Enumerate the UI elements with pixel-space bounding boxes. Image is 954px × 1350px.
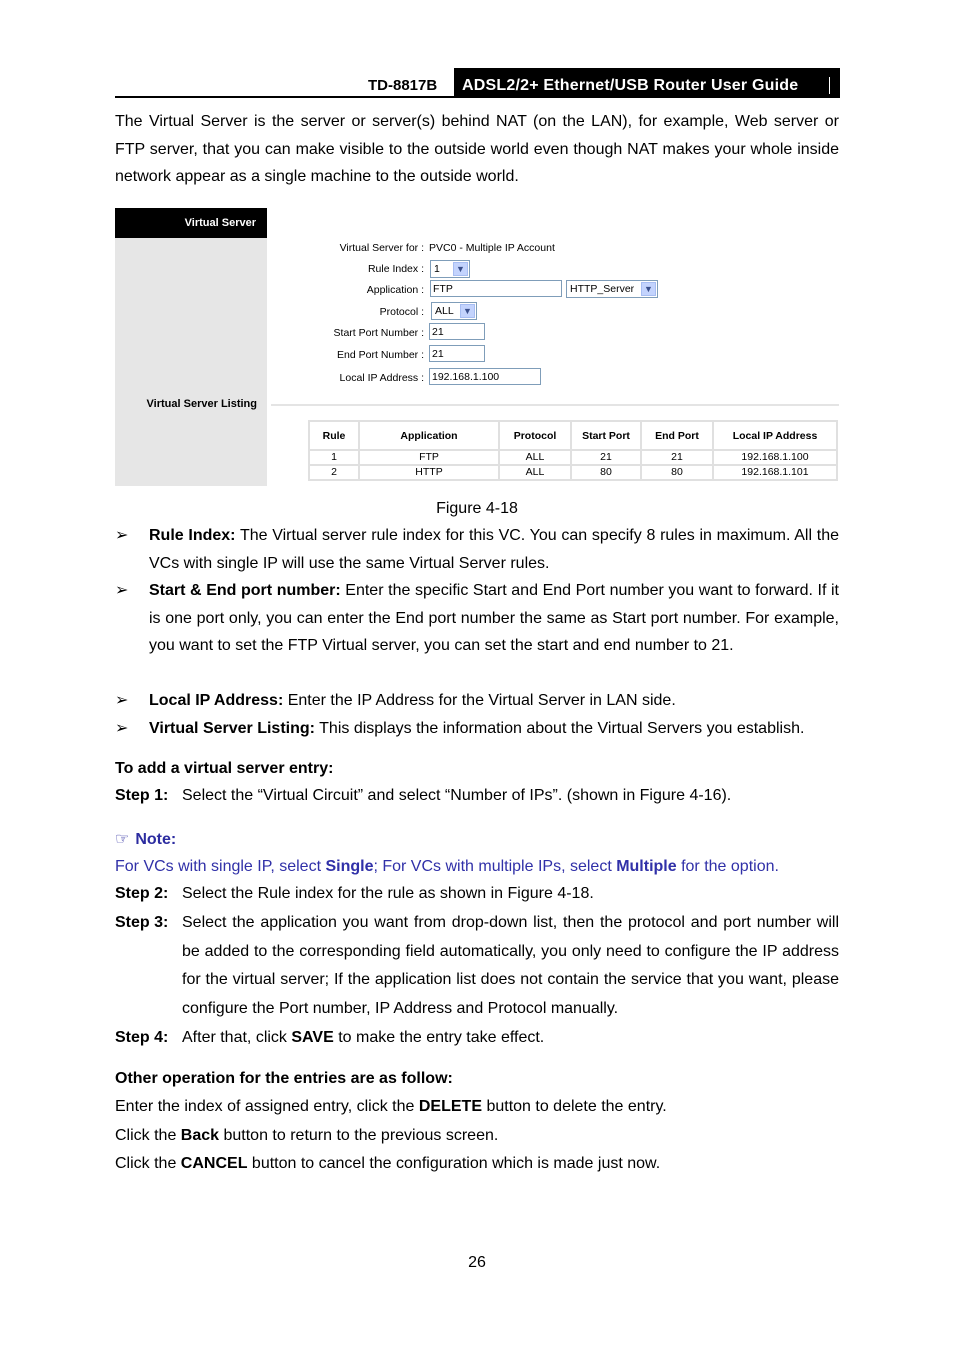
header-guide-title bbox=[454, 68, 840, 97]
step-label: Step 2: bbox=[115, 885, 169, 902]
local-ip-input[interactable]: 192.168.1.100 bbox=[429, 368, 541, 385]
figure-caption: Figure 4-18 bbox=[436, 500, 518, 517]
step-2 bbox=[115, 880, 839, 910]
bullet-arrow-icon: ➢ bbox=[115, 582, 129, 599]
application-select-value: HTTP_Server bbox=[570, 283, 635, 295]
chevron-down-icon: ▼ bbox=[460, 304, 475, 318]
end-port-label: End Port Number : bbox=[337, 349, 424, 361]
step-label: Step 4: bbox=[115, 1029, 169, 1046]
start-port-input[interactable]: 21 bbox=[429, 323, 485, 340]
protocol-value: ALL bbox=[435, 305, 454, 317]
rule-index-select[interactable] bbox=[430, 260, 470, 278]
protocol-label: Protocol : bbox=[379, 306, 424, 318]
col-local-ip: Local IP Address bbox=[713, 421, 837, 450]
col-end-port: End Port bbox=[641, 421, 713, 450]
bullet-local-ip bbox=[115, 687, 839, 715]
header-model: TD-8817B bbox=[368, 77, 438, 94]
listing-divider bbox=[271, 404, 839, 406]
header-divider bbox=[829, 77, 830, 94]
bullet-text: Rule Index: The Virtual server rule index for this VC. You can specify 8 rules in maximum. All the VCs with single IP will use the same Virtual Server rules. bbox=[149, 527, 840, 572]
bullet-port-number bbox=[115, 577, 839, 687]
application-input[interactable]: FTP bbox=[430, 280, 562, 297]
rule-index-value: 1 bbox=[434, 263, 440, 275]
bullet-arrow-icon: ➢ bbox=[115, 527, 129, 544]
cell-application: HTTP bbox=[359, 465, 499, 480]
vs-for-label: Virtual Server for : bbox=[339, 242, 424, 254]
table-row bbox=[309, 450, 837, 465]
cell-rule: 2 bbox=[309, 465, 359, 480]
op-back: Click the Back button to return to the previous screen. bbox=[115, 1127, 499, 1144]
header-rule bbox=[115, 96, 840, 98]
virtual-server-table bbox=[308, 420, 838, 481]
note-heading: ☞ Note: bbox=[115, 831, 177, 848]
step-text: After that, click SAVE to make the entry take effect. bbox=[182, 1029, 545, 1046]
cell-start-port: 21 bbox=[571, 450, 641, 465]
col-rule: Rule bbox=[309, 421, 359, 450]
application-select[interactable] bbox=[566, 280, 658, 298]
step-label: Step 1: bbox=[115, 787, 169, 804]
col-protocol: Protocol bbox=[499, 421, 571, 450]
cell-start-port: 80 bbox=[571, 465, 641, 480]
side-title: Virtual Server bbox=[115, 208, 267, 238]
side-listing-label: Virtual Server Listing bbox=[146, 398, 257, 410]
bullet-listing bbox=[115, 715, 839, 743]
chevron-down-icon: ▼ bbox=[641, 282, 656, 296]
intro-paragraph: The Virtual Server is the server or server(s) behind NAT (on the LAN), for example, Web server or FTP server, that you can make visible to the outside world even though NAT makes your whole inside network appear as a single machine to the outside world. bbox=[115, 113, 839, 185]
col-start-port: Start Port bbox=[571, 421, 641, 450]
step-3 bbox=[115, 909, 839, 1025]
bullet-arrow-icon: ➢ bbox=[115, 720, 129, 737]
header-guide-text: ADSL2/2+ Ethernet/USB Router User Guide bbox=[462, 77, 799, 94]
cell-local-ip: 192.168.1.101 bbox=[713, 465, 837, 480]
cell-protocol: ALL bbox=[499, 465, 571, 480]
bullet-text: Start & End port number: Enter the specific Start and End Port number you want to forward. If it is one port only, you can enter the End port number the same as Start port number. For example, you want to set the FTP Virtual server, you can set the start and end number to 21. bbox=[149, 582, 839, 654]
cell-end-port: 80 bbox=[641, 465, 713, 480]
other-ops-heading: Other operation for the entries are as follow: bbox=[115, 1070, 453, 1087]
chevron-down-icon: ▼ bbox=[453, 262, 468, 276]
pointing-hand-icon: ☞ bbox=[115, 831, 130, 848]
rule-index-label: Rule Index : bbox=[367, 263, 424, 275]
local-ip-label: Local IP Address : bbox=[339, 372, 424, 384]
add-entry-heading: To add a virtual server entry: bbox=[115, 760, 334, 777]
step-4 bbox=[115, 1024, 839, 1054]
cell-protocol: ALL bbox=[499, 450, 571, 465]
table-row bbox=[309, 465, 837, 480]
bullet-arrow-icon: ➢ bbox=[115, 692, 129, 709]
step-text: Select the “Virtual Circuit” and select “Number of IPs”. (shown in Figure 4-16). bbox=[182, 787, 732, 804]
page-number: 26 bbox=[468, 1254, 486, 1271]
application-label: Application : bbox=[366, 284, 424, 296]
note-body: For VCs with single IP, select Single; For VCs with multiple IPs, select Multiple for the option. bbox=[115, 858, 779, 875]
bullet-text: Virtual Server Listing: This displays the information about the Virtual Servers you establish. bbox=[149, 720, 805, 737]
bullet-rule-index bbox=[115, 522, 839, 578]
side-panel bbox=[115, 208, 267, 486]
cell-rule: 1 bbox=[309, 450, 359, 465]
op-cancel: Click the CANCEL button to cancel the configuration which is made just now. bbox=[115, 1155, 661, 1172]
step-1 bbox=[115, 782, 839, 812]
cell-end-port: 21 bbox=[641, 450, 713, 465]
virtual-server-screenshot bbox=[115, 208, 839, 488]
end-port-input[interactable]: 21 bbox=[429, 345, 485, 362]
step-text: Select the Rule index for the rule as shown in Figure 4-18. bbox=[182, 885, 594, 902]
op-delete: Enter the index of assigned entry, click the DELETE button to delete the entry. bbox=[115, 1098, 667, 1115]
vs-for-value: PVC0 - Multiple IP Account bbox=[429, 242, 555, 254]
start-port-label: Start Port Number : bbox=[333, 327, 424, 339]
bullet-text: Local IP Address: Enter the IP Address for the Virtual Server in LAN side. bbox=[149, 692, 676, 709]
step-label: Step 3: bbox=[115, 914, 169, 931]
col-application: Application bbox=[359, 421, 499, 450]
protocol-select[interactable] bbox=[431, 302, 477, 320]
table-header-row bbox=[309, 421, 837, 450]
step-text: Select the application you want from drop-down list, then the protocol and port number will be added to the corresponding field automatically, you only need to configure the IP address for the virtual server; If the application list does not contain the service that you want, please configure the Port number, IP Address and Protocol manually. bbox=[182, 914, 839, 1017]
cell-application: FTP bbox=[359, 450, 499, 465]
cell-local-ip: 192.168.1.100 bbox=[713, 450, 837, 465]
